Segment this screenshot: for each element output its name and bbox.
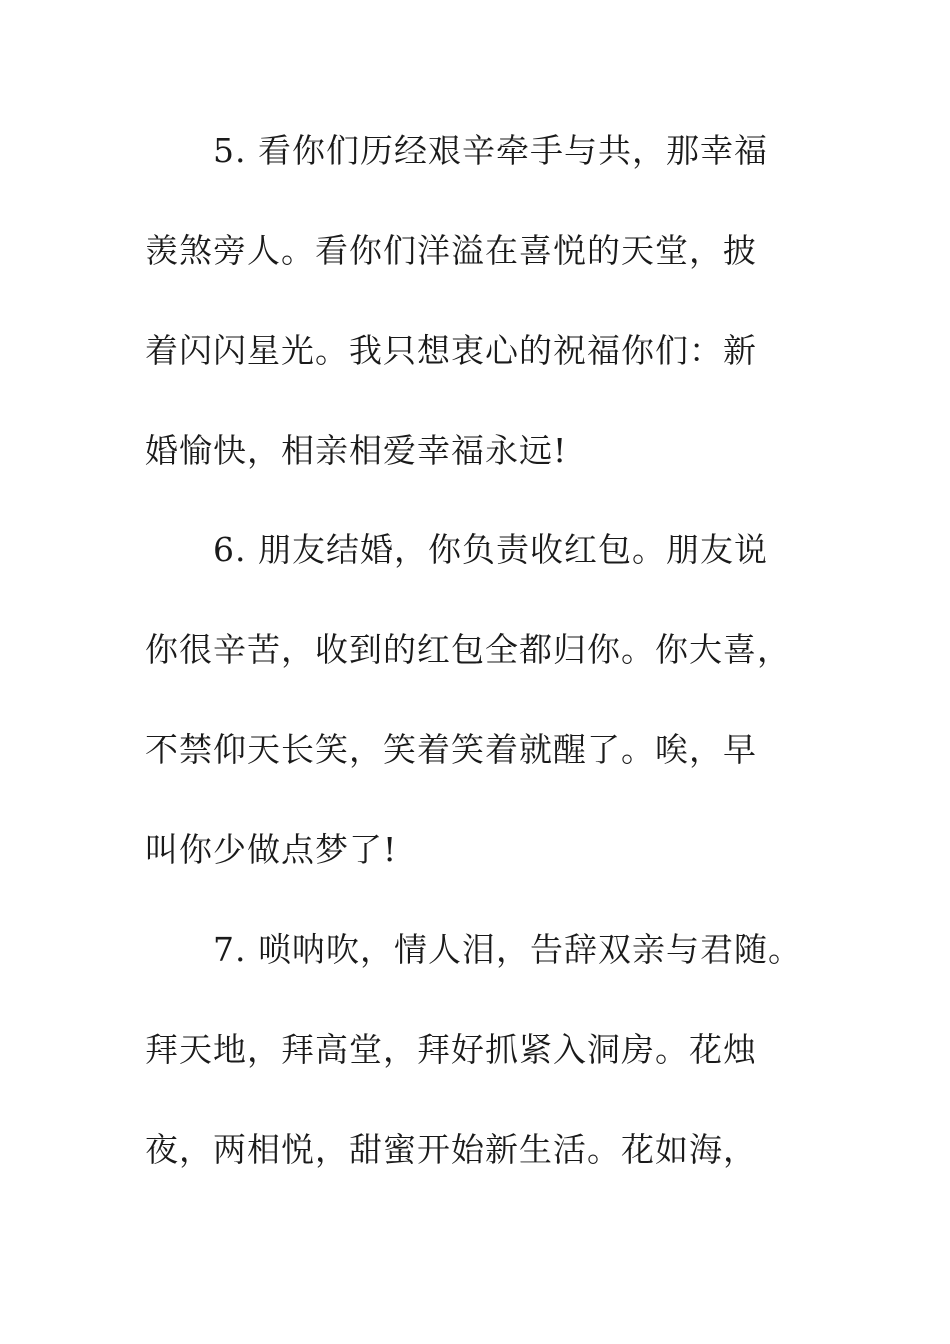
- paragraph-6-line-4: 叫你少做点梦了!: [145, 830, 398, 869]
- paragraph-7-line-1: 7. 唢呐吹，情人泪，告辞双亲与君随。: [213, 930, 802, 969]
- paragraph-5-line-2: 羡煞旁人。看你们洋溢在喜悦的天堂，披: [145, 231, 757, 270]
- paragraph-5-line-4: 婚愉快，相亲相爱幸福永远!: [145, 431, 568, 470]
- paragraph-6-line-3: 不禁仰天长笑，笑着笑着就醒了。唉，早: [145, 730, 757, 769]
- paragraph-6-line-1: 6. 朋友结婚，你负责收红包。朋友说: [213, 530, 768, 569]
- paragraph-5-line-3: 着闪闪星光。我只想衷心的祝福你们：新: [145, 331, 757, 370]
- paragraph-6-line-2: 你很辛苦，收到的红包全都归你。你大喜，: [145, 630, 791, 669]
- paragraph-7-line-3: 夜，两相悦，甜蜜开始新生活。花如海，: [145, 1130, 757, 1169]
- paragraph-7-line-2: 拜天地，拜高堂，拜好抓紧入洞房。花烛: [145, 1030, 757, 1069]
- paragraph-5-line-1: 5. 看你们历经艰辛牵手与共，那幸福: [213, 131, 768, 170]
